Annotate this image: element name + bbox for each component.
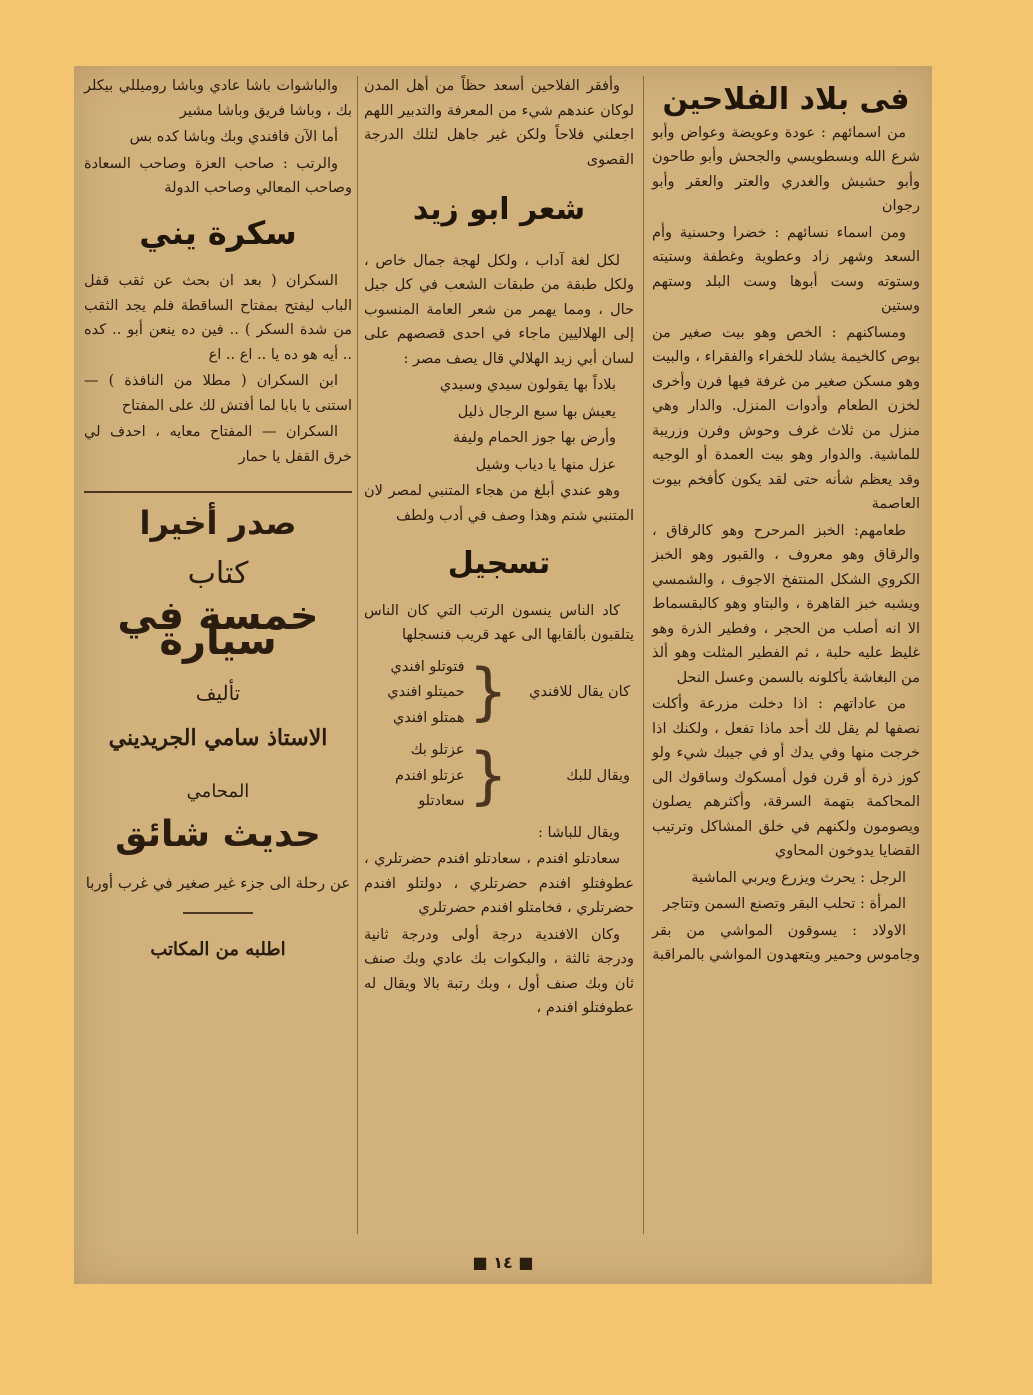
ad-heading: صدر أخيرا bbox=[139, 504, 297, 542]
ranks-bey bbox=[364, 737, 634, 815]
ad-order-note: اطلبه من المكاتب bbox=[150, 938, 286, 960]
paragraph: والرتب : صاحب العزة وصاحب السعادة وصاحب المعالي وصاحب الدولة bbox=[84, 155, 352, 196]
rank-label: كان يقال للافندي bbox=[529, 684, 630, 700]
article-title-poetry: شعر ابو زيد bbox=[412, 192, 586, 227]
rank-item: عزتلو افندم bbox=[395, 767, 465, 784]
ranks-effendi bbox=[364, 654, 634, 732]
ad-book-title: خمسة في سيارة bbox=[117, 593, 319, 664]
newspaper-page bbox=[74, 66, 932, 1284]
ad-book-word: كتاب bbox=[187, 555, 249, 591]
section-divider bbox=[84, 491, 352, 493]
paragraph: أما الآن فافندي وبك وباشا كده بس bbox=[129, 129, 338, 145]
paragraph: الرجل : يحرث ويزرع ويربي الماشية bbox=[691, 869, 906, 886]
paragraph: السكران ( بعد ان بحث عن ثقب قفل الباب ليفتح بمفتاح الساقطة فلم يجد الثقب من شدة السكر ) .. فين ده ينعن أبو .. كده .. أيه هو ده يا .. اع .. اع bbox=[84, 273, 352, 363]
brace-icon: { bbox=[468, 738, 508, 812]
verse-line: يعيش بها سبع الرجال ذليل bbox=[457, 403, 616, 420]
paragraph: ويقال للباشا : bbox=[537, 824, 620, 841]
paragraph: ومن اسماء نسائهم : خضرا وحسنية وأم السعد وشهر زاد وعطوية وغطفة وستيته وستوته وست أبوها وست البلد وستهم وستين bbox=[652, 224, 920, 314]
paragraph: الاولاد : يسوقون المواشي من بقر وجاموس وحمير ويتعهدون المواشي بالمراقبة bbox=[652, 922, 920, 963]
rank-label: ويقال للبك bbox=[566, 767, 630, 784]
verse-line: بلاداً بها يقولون سيدي وسيدي bbox=[439, 377, 616, 393]
ad-description: عن رحلة الى جزء غير صغير في غرب أوربا bbox=[85, 874, 351, 892]
column-divider bbox=[357, 76, 358, 1234]
verse-line: وأرض بها جوز الحمام وليفة bbox=[452, 430, 616, 446]
paragraph: من اسمائهم : عودة وعويضة وعواض وأبو شرع الله وبسطويسي والجحش وأبو طاحون وأبو حشيش والغدري والعتر والعقر وأبو رجوان bbox=[652, 124, 920, 214]
ad-author: الاستاذ سامي الجريديني bbox=[108, 724, 328, 751]
paragraph: وهو عندي أبلغ من هجاء المتنبي لمصر لان المتنبي شتم وهذا وصف في أدب ولطف bbox=[364, 483, 634, 524]
page-number: ■ ١٤ ■ bbox=[472, 1253, 534, 1272]
ad-subtitle: حديث شائق bbox=[115, 813, 321, 855]
rank-item: فتوتلو افندي bbox=[390, 658, 465, 675]
paragraph: السكران — المفتاح معايه ، احدف لي خرق القفل يا حمار bbox=[84, 424, 352, 465]
rank-list bbox=[387, 654, 464, 732]
paragraph: ومساكنهم : الخص وهو بيت صغير من بوص كالخيمة يشاد للخفراء والفقراء ، والبيت وهو مسكن صغير من غرفة فيها فرن وأخرى لخزن الطعام وأدوات المنزل. والدار وهي منزل من ثلاث غرف وحوش وفرن وزريبة للماشية. والدوار وهو بيت العمدة أو الوجيه وقد يعظم شأنه حتى لقد يكون كأفخم بيوت العاصمة bbox=[652, 324, 920, 512]
article-title-peasants: فى بلاد الفلاحين bbox=[662, 82, 910, 117]
paragraph: سعادتلو افندم ، سعادتلو افندم حضرتلري ، عطوفتلو افندم حضرتلري ، دولتلو افندم حضرتلري ، فخامتلو افندم حضرتلري bbox=[364, 851, 634, 916]
paragraph: كاد الناس ينسون الرتب التي كان الناس يتلقبون بألقابها الى عهد قريب فنسجلها bbox=[364, 602, 634, 643]
paragraph: من عاداتهم : اذا دخلت مزرعة وأكلت نصفها لم يقل لك أحد ماذا تفعل ، ولكنك اذا خرجت منها وفي يدك أو في جيبك شيء ولو كوز ذرة أو قرن فول أمسكوك وساقوك الى المحاكمة بتهمة السرقة، وأكثرهم يصلون ويصومون ولكنهم في خلق المشاكل وترتيب القضايا يدوخون المحاوي bbox=[652, 696, 920, 859]
rank-item: عزتلو بك bbox=[410, 742, 465, 758]
poem-verses bbox=[364, 373, 634, 477]
article-title-drunk: سكرة يني bbox=[139, 213, 297, 252]
column-middle bbox=[364, 74, 634, 1236]
column-divider bbox=[643, 76, 644, 1234]
paragraph: لكل لغة آداب ، ولكل لهجة جمال خاص ، ولكل طبقة من طبقات الشعب في كل جيل حال ، ومما يهمر من شعر العامة المنسوب إلى الهلاليين ماجاء في احدى قصصهم على لسان أبي زيد الهلالي قال يصف مصر : bbox=[364, 252, 634, 367]
paragraph: والباشوات باشا عادي وباشا روميللي بيكلر بك ، وباشا فريق وباشا مشير bbox=[84, 78, 352, 119]
rank-item: سعادتلو bbox=[418, 793, 465, 809]
rank-list bbox=[395, 737, 465, 815]
ad-author-title: المحامي bbox=[186, 781, 250, 802]
book-advertisement bbox=[84, 504, 352, 962]
article-title-registration: تسجيل bbox=[447, 546, 551, 581]
rank-item: همتلو افندي bbox=[392, 709, 465, 726]
ad-divider bbox=[183, 912, 253, 914]
rank-item: حميتلو افندي bbox=[387, 684, 465, 700]
paragraph: وأفقر الفلاحين أسعد حظاً من أهل المدن لوكان عندهم شيء من المعرفة والتدبير اللهم اجعلني فلاحاً ولكن غير جاهل لتلك الدرجة القصوى bbox=[364, 78, 634, 168]
paragraph: المرأة : تحلب البقر وتصنع السمن وتتاجر bbox=[663, 896, 906, 912]
ad-author-label: تأليف bbox=[195, 681, 241, 705]
brace-icon: { bbox=[468, 655, 508, 729]
column-right bbox=[652, 74, 920, 1236]
paragraph: وكان الافندية درجة أولى ودرجة ثانية ودرجة ثالثة ، والبكوات بك عادي وبك صنف ثان وبك صنف أول ، وبك رتبة بالا ويقال له عطوفتلو افندم ، bbox=[364, 926, 634, 1016]
paragraph: ابن السكران ( مطلا من النافذة ) — استنى يا بابا لما أفتش لك على المفتاح bbox=[84, 373, 352, 414]
paragraph: طعامهم: الخبز المرحرح وهو كالرقاق ، والرقاق وهو معروف ، والقبور وهو الخبز الكروي الشكل المنتفخ الاجوف ، والشمسي ويشبه خبز القاهرة ، والبتاو وهو كالبقسماط الا انه أصلب من الحجر ، وفطير الذرة وهو غليظ عليه حلبة ، ثم الفطير المثلت وهو ألذ من البغاشة يأكلونه بالسمن وعسل النحل bbox=[652, 522, 920, 686]
column-left bbox=[84, 74, 352, 1236]
verse-line: عزل منها يا دياب وشيل bbox=[475, 456, 616, 473]
